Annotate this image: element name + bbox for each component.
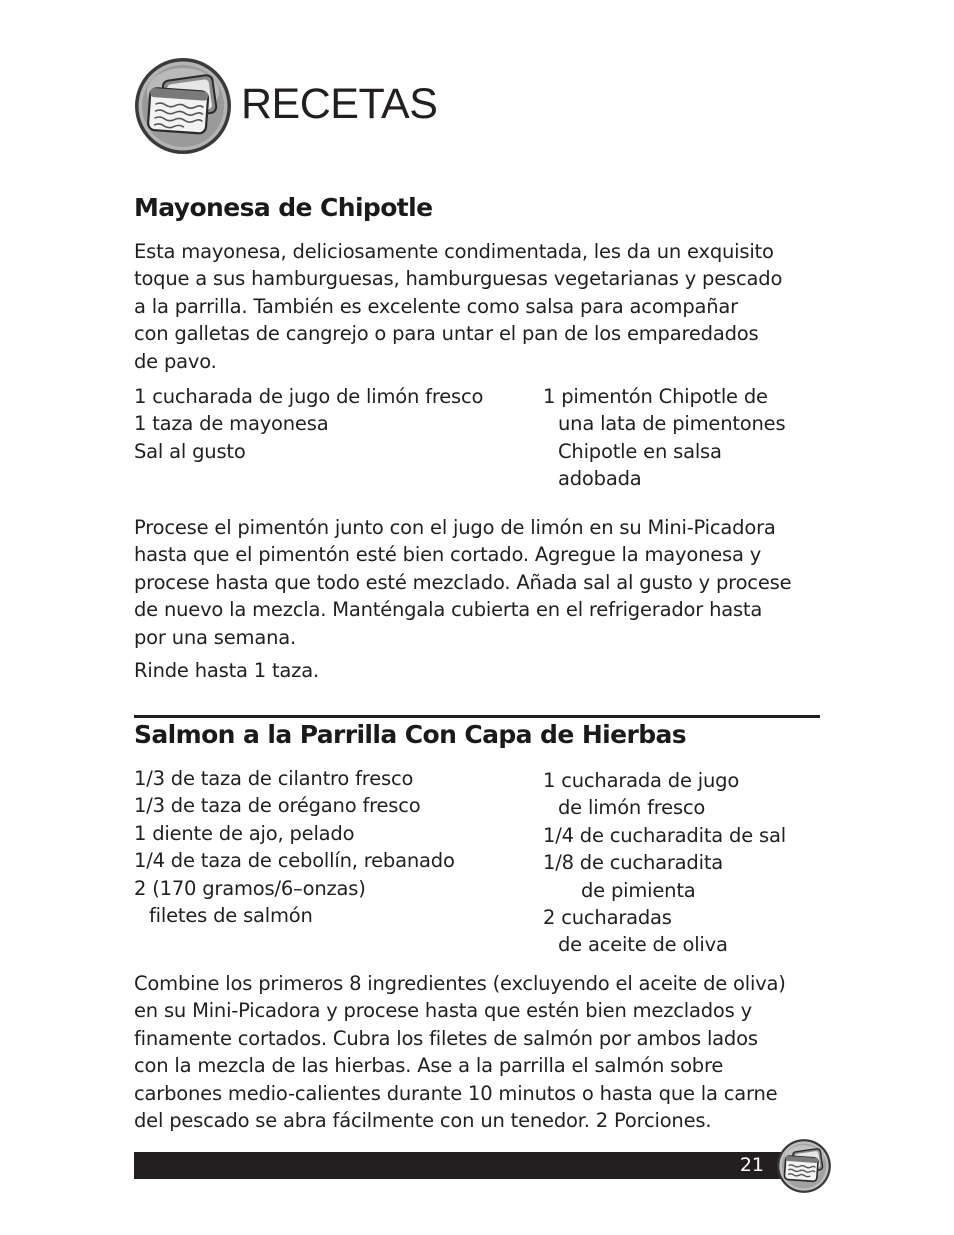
- ingredient-item: 2 (170 gramos/6–onzas): [134, 876, 366, 900]
- ingredient-item: filetes de salmón: [149, 904, 313, 928]
- recipe-title-salmon: Salmon a la Parrilla Con Capa de Hierbas: [134, 720, 687, 749]
- method-line: con la mezcla de las hierbas. Ase a la parrilla el salmón sobre: [134, 1054, 724, 1078]
- method-line: en su Mini-Picadora y procese hasta que estén bien mezclados y: [134, 999, 752, 1023]
- method-line: por una semana.: [134, 625, 296, 649]
- ingredient-item: 1 cucharada de jugo de limón fresco: [134, 385, 484, 408]
- method-line: finamente cortados. Cubra los filetes de salmón por ambos lados: [134, 1026, 758, 1050]
- ingredient-item: de aceite de oliva: [558, 933, 728, 957]
- footer-bar: [134, 1152, 794, 1179]
- ingredient-item: Chipotle en salsa: [558, 439, 722, 463]
- method-line: carbones medio-calientes durante 10 minutos o hasta que la carne: [134, 1081, 778, 1105]
- recipe-yield: [134, 657, 819, 684]
- intro-line: Esta mayonesa, deliciosamente condimentada, les da un exquisito: [134, 240, 774, 263]
- method-line: procese hasta que todo esté mezclado. Añada sal al gusto y procese: [134, 570, 792, 594]
- recipe-card-icon: [133, 56, 233, 156]
- intro-line: toque a sus hamburguesas, hamburguesas vegetarianas y pescado: [134, 267, 783, 291]
- recipe-title-mayonesa: Mayonesa de Chipotle: [134, 193, 433, 222]
- ingredient-item: 1/4 de taza de cebollín, rebanado: [134, 849, 455, 873]
- ingredient-item: 1 cucharada de jugo: [543, 769, 740, 792]
- ingredient-item: una lata de pimentones: [558, 412, 786, 436]
- ingredients-right: [543, 383, 785, 493]
- ingredient-item: Sal al gusto: [134, 439, 246, 463]
- ingredient-item: 1/3 de taza de orégano fresco: [134, 794, 421, 818]
- intro-line: de pavo.: [134, 349, 217, 373]
- page-number: 21: [739, 1154, 764, 1176]
- method-line: Procese el pimentón junto con el jugo de limón en su Mini-Picadora: [134, 516, 776, 539]
- method-line: hasta que el pimentón esté bien cortado. Agregue la mayonesa y: [134, 543, 762, 567]
- ingredients-left: [134, 383, 483, 465]
- ingredient-item: 1 pimentón Chipotle de: [543, 385, 768, 408]
- ingredient-item: de limón fresco: [558, 796, 706, 820]
- ingredient-item: 1/3 de taza de cilantro fresco: [134, 767, 414, 790]
- ingredient-item: de pimienta: [581, 878, 696, 902]
- method-line: del pescado se abra fácilmente con un tenedor. 2 Porciones.: [134, 1109, 712, 1133]
- recipe-method: [134, 970, 819, 1134]
- ingredient-item: 2 cucharadas: [543, 906, 672, 930]
- ingredient-item: 1/8 de cucharadita: [543, 851, 724, 875]
- method-line: de nuevo la mezcla. Manténgala cubierta en el refrigerador hasta: [134, 598, 763, 622]
- ingredient-item: 1/4 de cucharadita de sal: [543, 823, 786, 847]
- page-title: RECETAS: [241, 80, 438, 128]
- ingredients-left: [134, 765, 455, 929]
- ingredient-item: 1 taza de mayonesa: [134, 412, 329, 436]
- recipe-intro: [134, 238, 819, 375]
- intro-line: con galletas de cangrejo o para untar el pan de los emparedados: [134, 322, 759, 346]
- recipe-card-icon: [776, 1138, 832, 1194]
- ingredient-item: adobada: [558, 467, 642, 491]
- section-divider: [134, 715, 820, 718]
- recipe-method: [134, 514, 819, 651]
- ingredient-item: 1 diente de ajo, pelado: [134, 821, 355, 845]
- method-line: Combine los primeros 8 ingredientes (excluyendo el aceite de oliva): [134, 972, 786, 995]
- yield-line: Rinde hasta 1 taza.: [134, 659, 319, 682]
- intro-line: a la parrilla. También es excelente como salsa para acompañar: [134, 294, 739, 318]
- ingredients-right: [543, 767, 786, 959]
